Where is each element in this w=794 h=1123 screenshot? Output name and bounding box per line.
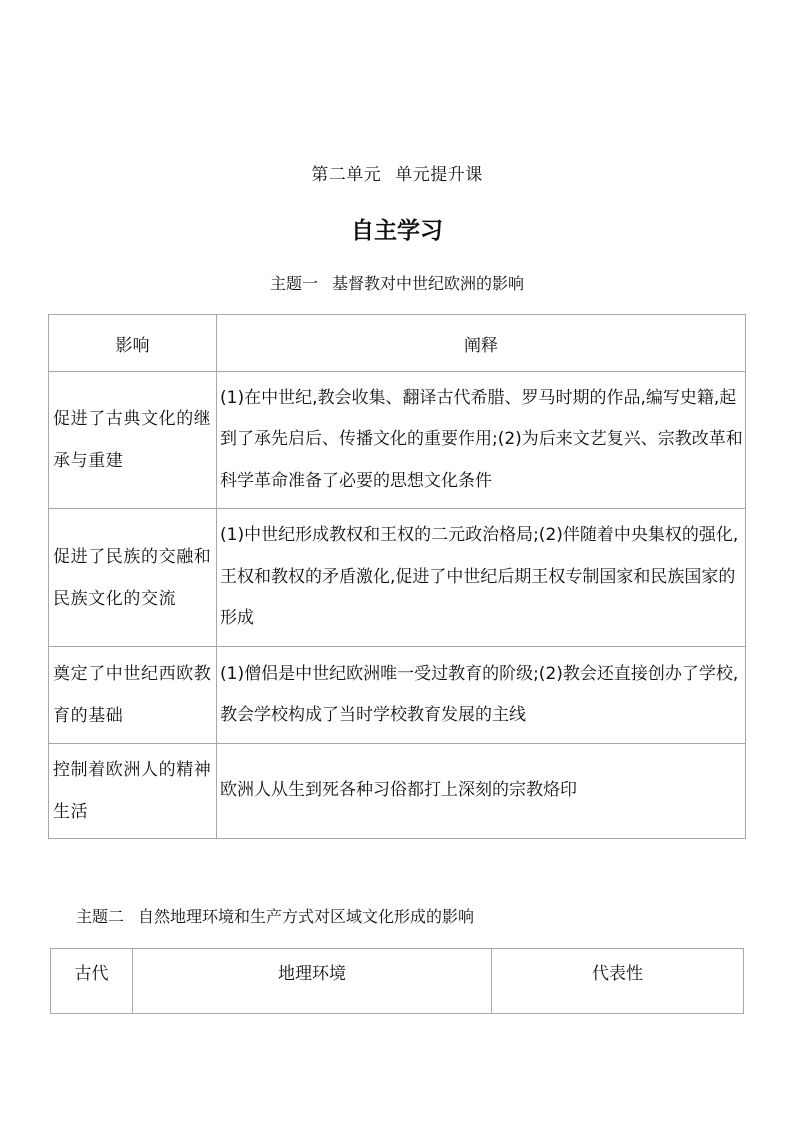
header-geography: 地理环境 bbox=[133, 949, 492, 1014]
table-header-row bbox=[51, 949, 744, 1014]
topic-2-prefix: 主题二 bbox=[76, 907, 125, 926]
explanation-cell: (1)僧侣是中世纪欧洲唯一受过教育的阶级;(2)教会还直接创办了学校,教会学校构成了当时学校教育发展的主线 bbox=[217, 647, 746, 744]
header-explanation: 阐释 bbox=[217, 315, 746, 372]
topic-2-heading bbox=[76, 904, 474, 927]
header-representative: 代表性 bbox=[492, 949, 744, 1014]
header-ancient: 古代 bbox=[51, 949, 133, 1014]
table-row bbox=[49, 509, 746, 647]
explanation-cell: (1)在中世纪,教会收集、翻译古代希腊、罗马时期的作品,编写史籍,起到了承先启后、传播文化的重要作用;(2)为后来文艺复兴、宗教改革和科学革命准备了必要的思想文化条件 bbox=[217, 372, 746, 509]
impact-cell: 促进了古典文化的继承与重建 bbox=[49, 372, 217, 509]
topic-1-table bbox=[48, 314, 746, 839]
table-row bbox=[49, 744, 746, 839]
impact-cell: 促进了民族的交融和民族文化的交流 bbox=[49, 509, 217, 647]
header-impact: 影响 bbox=[49, 315, 217, 372]
unit-title bbox=[0, 160, 794, 185]
unit-name: 第二单元 bbox=[311, 165, 382, 185]
topic-2-title: 自然地理环境和生产方式对区域文化形成的影响 bbox=[138, 907, 475, 926]
table-row bbox=[49, 372, 746, 509]
lesson-name: 单元提升课 bbox=[395, 165, 483, 185]
impact-cell: 奠定了中世纪西欧教育的基础 bbox=[49, 647, 217, 744]
topic-1-heading bbox=[0, 271, 794, 294]
topic-2-table bbox=[50, 948, 744, 1014]
explanation-cell: 欧洲人从生到死各种习俗都打上深刻的宗教烙印 bbox=[217, 744, 746, 839]
topic-1-title: 基督教对中世纪欧洲的影响 bbox=[332, 274, 525, 293]
explanation-cell: (1)中世纪形成教权和王权的二元政治格局;(2)伴随着中央集权的强化,王权和教权的矛盾激化,促进了中世纪后期王权专制国家和民族国家的形成 bbox=[217, 509, 746, 647]
section-heading: 自主学习 bbox=[351, 218, 443, 244]
impact-cell: 控制着欧洲人的精神生活 bbox=[49, 744, 217, 839]
table-header-row bbox=[49, 315, 746, 372]
topic-1-prefix: 主题一 bbox=[269, 274, 318, 293]
table-row bbox=[49, 647, 746, 744]
